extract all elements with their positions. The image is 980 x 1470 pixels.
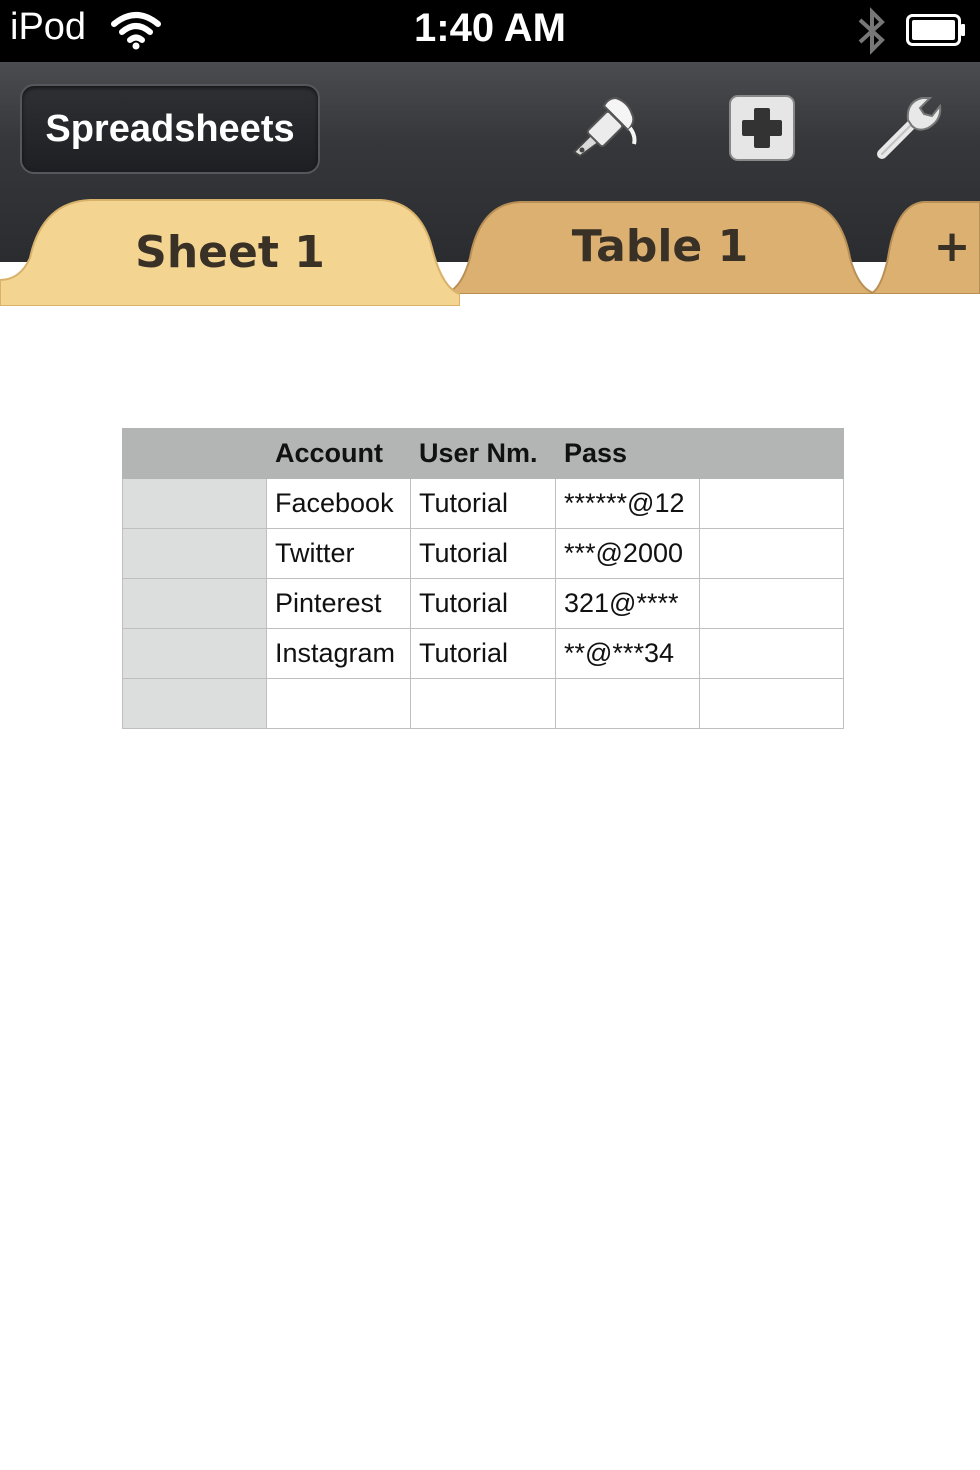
table-cell[interactable]: Tutorial	[411, 529, 556, 579]
table-row	[123, 579, 844, 629]
tab-sheet-1[interactable]	[0, 198, 460, 306]
spreadsheets-button[interactable]: Spreadsheets	[20, 84, 320, 174]
row-header-cell[interactable]	[123, 479, 267, 529]
paintbrush-icon[interactable]	[570, 92, 642, 164]
table-cell[interactable]	[267, 679, 411, 729]
spreadsheet-table[interactable]	[122, 428, 844, 729]
add-icon[interactable]	[726, 92, 798, 164]
header-cell-user[interactable]: User Nm.	[411, 429, 556, 479]
carrier-label: iPod	[10, 6, 87, 48]
table-cell[interactable]	[700, 679, 844, 729]
table-cell[interactable]: Facebook	[267, 479, 411, 529]
tab-label: Table 1	[571, 220, 749, 272]
table-cell[interactable]	[700, 479, 844, 529]
table-cell[interactable]: **@***34	[556, 629, 700, 679]
table-cell[interactable]	[700, 529, 844, 579]
table-row	[123, 629, 844, 679]
table-cell[interactable]: Pinterest	[267, 579, 411, 629]
tab-add-label: +	[933, 220, 971, 272]
bluetooth-icon	[854, 6, 890, 56]
table-row	[123, 479, 844, 529]
table-cell[interactable]	[556, 679, 700, 729]
header-row	[123, 429, 844, 479]
header-cell-corner[interactable]	[123, 429, 267, 479]
table-cell[interactable]	[700, 579, 844, 629]
header-cell-pass[interactable]: Pass	[556, 429, 700, 479]
wrench-icon[interactable]	[872, 92, 944, 164]
table-row	[123, 679, 844, 729]
battery-icon	[906, 14, 966, 46]
table-cell[interactable]: 321@****	[556, 579, 700, 629]
tab-table-1[interactable]	[440, 198, 880, 294]
toolbar	[0, 62, 980, 278]
header-cell-empty[interactable]	[700, 429, 844, 479]
header-cell-account[interactable]: Account	[267, 429, 411, 479]
table-cell[interactable]: Twitter	[267, 529, 411, 579]
tab-add[interactable]	[868, 198, 980, 294]
tab-label: Sheet 1	[135, 226, 325, 278]
row-header-cell[interactable]	[123, 579, 267, 629]
row-header-cell[interactable]	[123, 679, 267, 729]
table-cell[interactable]: ******@12	[556, 479, 700, 529]
clock: 1:40 AM	[414, 6, 566, 50]
table-cell[interactable]: Instagram	[267, 629, 411, 679]
status-bar	[0, 0, 980, 62]
table-cell[interactable]	[700, 629, 844, 679]
table-cell[interactable]: ***@2000	[556, 529, 700, 579]
table-cell[interactable]: Tutorial	[411, 479, 556, 529]
table-cell[interactable]: Tutorial	[411, 579, 556, 629]
table-row	[123, 529, 844, 579]
row-header-cell[interactable]	[123, 529, 267, 579]
row-header-cell[interactable]	[123, 629, 267, 679]
table-cell[interactable]	[411, 679, 556, 729]
table-cell[interactable]: Tutorial	[411, 629, 556, 679]
